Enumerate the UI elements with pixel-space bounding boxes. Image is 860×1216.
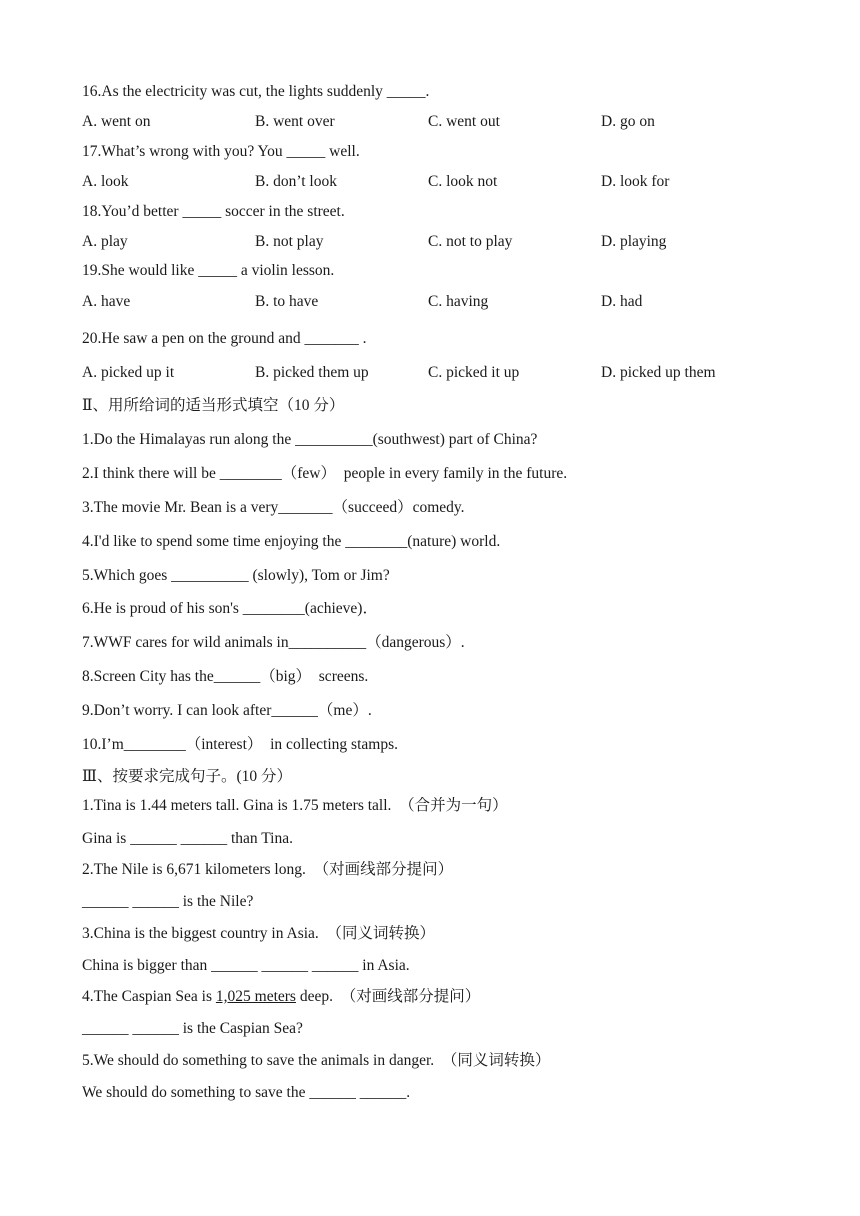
option-16-a: A. went on	[82, 113, 151, 130]
question-20: 20.He saw a pen on the ground and _______ .	[82, 330, 367, 347]
question-16: 16.As the electricity was cut, the lights suddenly _____.	[82, 83, 430, 100]
rewrite-question-4	[82, 987, 480, 1007]
fill-item-6: 6.He is proud of his son's ________(achieve)．	[82, 600, 378, 617]
rewrite-question-5: 5.We should do something to save the animals in danger. （同义词转换）	[82, 1052, 551, 1069]
option-19-b: B. to have	[255, 293, 319, 310]
option-16-c: C. went out	[428, 113, 500, 130]
option-17-a: A. look	[82, 173, 129, 190]
fill-item-10: 10.I’m________（interest） in collecting stamps.	[82, 736, 398, 753]
rewrite-question-3: 3.China is the biggest country in Asia. （同义词转换）	[82, 925, 436, 942]
section-3-heading: Ⅲ、按要求完成句子。(10 分）	[82, 768, 292, 785]
option-20-c: C. picked it up	[428, 364, 520, 381]
option-16-d: D. go on	[601, 113, 655, 130]
question-17: 17.What’s wrong with you? You _____ well.	[82, 143, 360, 160]
option-19-d: D. had	[601, 293, 643, 310]
option-17-d: D. look for	[601, 173, 670, 190]
rewrite-answer-5: We should do something to save the ______ ______.	[82, 1084, 411, 1101]
fill-item-4: 4.I'd like to spend some time enjoying the ________(nature) world.	[82, 533, 501, 550]
rewrite-answer-2: ______ ______ is the Nile?	[82, 893, 254, 910]
fill-item-9: 9.Don’t worry. I can look after______（me）.	[82, 702, 372, 719]
fill-item-2: 2.I think there will be ________（few） people in every family in the future.	[82, 465, 568, 482]
section-2-heading: Ⅱ、用所给词的适当形式填空（10 分）	[82, 397, 345, 414]
option-18-d: D. playing	[601, 233, 667, 250]
option-19-c: C. having	[428, 293, 489, 310]
rewrite-answer-3: China is bigger than ______ ______ ______ in Asia.	[82, 957, 410, 974]
rewrite-question-4-prefix: 4.The Caspian Sea is	[82, 988, 216, 1005]
option-20-a: A. picked up it	[82, 364, 175, 381]
option-19-a: A. have	[82, 293, 131, 310]
option-20-d: D. picked up them	[601, 364, 716, 381]
fill-item-3: 3.The movie Mr. Bean is a very_______（succeed）comedy.	[82, 499, 465, 516]
fill-item-1: 1.Do the Himalayas run along the __________(southwest) part of China?	[82, 431, 538, 448]
fill-item-7: 7.WWF cares for wild animals in__________（dangerous）.	[82, 634, 465, 651]
rewrite-answer-4: ______ ______ is the Caspian Sea?	[82, 1020, 303, 1037]
option-20-b: B. picked them up	[255, 364, 369, 381]
option-17-b: B. don’t look	[255, 173, 337, 190]
rewrite-question-1: 1.Tina is 1.44 meters tall. Gina is 1.75 meters tall. （合并为一句）	[82, 797, 508, 814]
option-18-b: B. not play	[255, 233, 324, 250]
question-18: 18.You’d better _____ soccer in the street.	[82, 203, 345, 220]
option-16-b: B. went over	[255, 113, 335, 130]
fill-item-8: 8.Screen City has the______（big） screens.	[82, 668, 369, 685]
option-17-c: C. look not	[428, 173, 498, 190]
fill-item-5: 5.Which goes __________ (slowly), Tom or Jim?	[82, 567, 390, 584]
rewrite-question-2: 2.The Nile is 6,671 kilometers long. （对画线部分提问）	[82, 861, 454, 878]
option-18-c: C. not to play	[428, 233, 513, 250]
question-19: 19.She would like _____ a violin lesson.	[82, 262, 335, 279]
option-18-a: A. play	[82, 233, 128, 250]
rewrite-question-4-suffix: deep. （对画线部分提问）	[295, 988, 481, 1005]
underlined-phrase: 1,025 meters	[215, 988, 296, 1005]
rewrite-answer-1: Gina is ______ ______ than Tina.	[82, 830, 293, 847]
